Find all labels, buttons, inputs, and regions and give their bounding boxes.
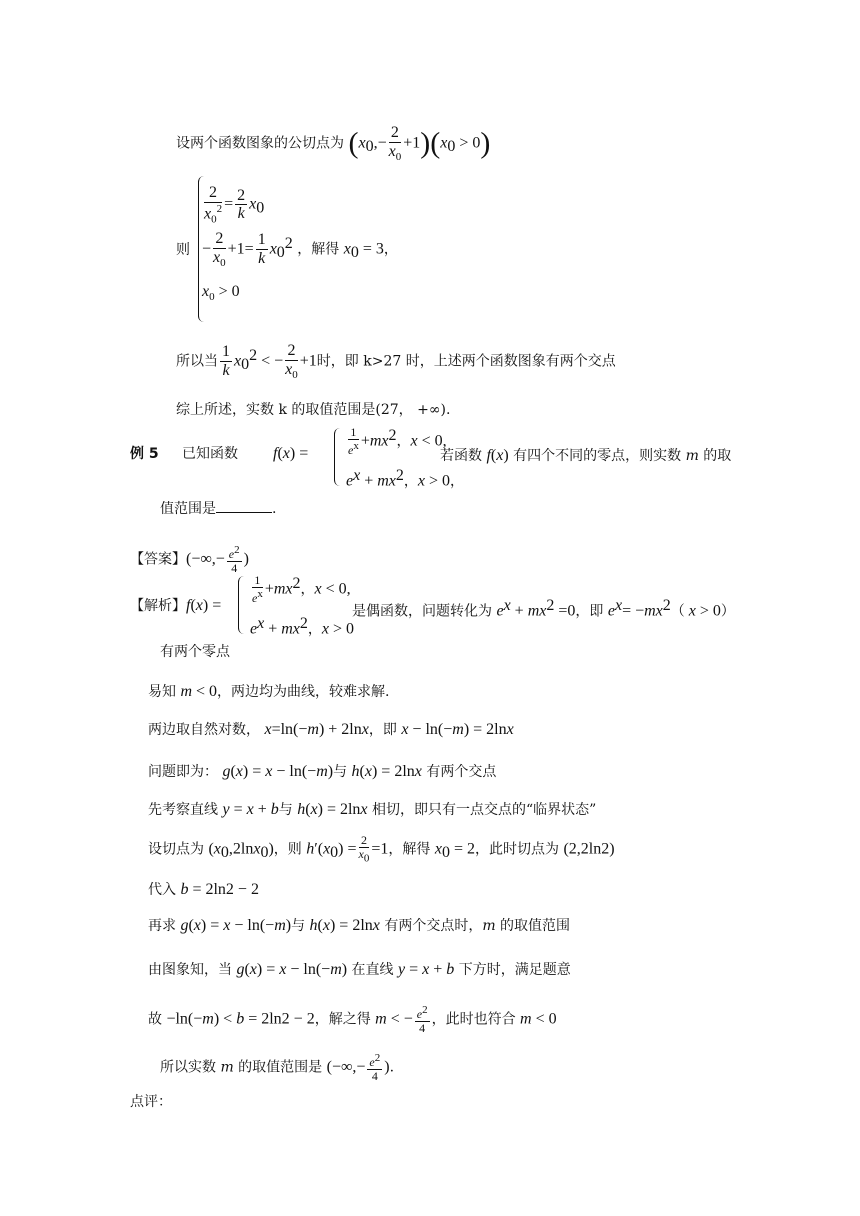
text: ，此时切点为 [474, 841, 564, 858]
text: 在直线 [347, 962, 398, 978]
answer-blank [216, 500, 272, 513]
text: 若函数 [440, 448, 487, 464]
piece-2: $e^x + mx^2$，x > 0， [346, 467, 465, 490]
text: 由图象知，当 [148, 962, 237, 978]
analysis-text-4: 两边取自然对数， x=ln(−m) + 2lnx，即 x − ln(−m) = 2lnx [148, 721, 514, 738]
text: 问题即为： [148, 764, 223, 780]
analysis-label: 【解析】 [130, 598, 186, 614]
text: 有两个交点时， [379, 918, 483, 934]
text: 相切，即只有一点交点的“临界状态” [367, 802, 597, 818]
text: 的取 [698, 448, 732, 464]
answer-line: 【答案】(−∞,− $\frac{e^2}{4}$ ) [130, 544, 249, 576]
analysis-text-2: 有两个零点 [160, 644, 230, 660]
analysis-text-6: 先考察直线 y = x + b与 h(x) = 2lnx 相切，即只有一点交点的“临界状态” [148, 801, 597, 818]
analysis-text-1: 是偶函数，问题转化为 $e^x + mx^2 =0$，即 $e^x= -mx^2$（ x > 0） [352, 597, 735, 620]
analysis-text-5: 问题即为： g(x) = x − ln(−m)与 h(x) = 2lnx 有两个交点 [148, 763, 497, 780]
piece-3: $\frac{1}{e^x}$ $+mx^2$，x < 0, [252, 573, 351, 606]
analysis-text-3: 易知 m < 0，两边均为曲线，较难求解. [148, 683, 390, 700]
summary-line: 综上所述，实数 k 的取值范围是(27， +∞). [176, 402, 451, 418]
analysis-text-9: 再求 g(x) = x − ln(−m)与 h(x) = 2lnx 有两个交点时，m 的取值范围 [148, 917, 571, 934]
analysis-text-7: 设切点为 $(x_0,2\ln x_0)$，则 $h'(x_0)$ = $\frac{2}{x_0}$ =1，解得 $x_0 = 2$，此时切点为 (2,2ln2) [148, 833, 615, 865]
text: 易知 [148, 684, 181, 700]
analysis-label-line: 【解析】f(x) = [130, 597, 222, 614]
text: 设切点为 [148, 841, 209, 858]
example-intro: 已知函数 [182, 446, 238, 462]
range-blank-line: 值范围是 . [160, 501, 277, 517]
text: 的取值范围 [495, 918, 571, 934]
comment-label: 点评： [130, 1094, 172, 1110]
analysis-text-8: 代入 b = 2ln2 − 2 [148, 881, 259, 898]
function-def: f(x) = [273, 445, 309, 462]
eq-1: $\frac{2}{x_0^2}$ = $\frac{2}{k}$ $x_0$ [204, 184, 265, 226]
text: 有四个不同的零点，则实数 [508, 448, 686, 464]
eq-2: − $\frac{2}{x_0}$ +1= $\frac{1}{k}$ $x_0^2$ ，解得 $x_0 = 3$， [202, 230, 398, 269]
text: ，解得 [297, 241, 344, 258]
text: 所以当 [176, 353, 218, 370]
text: ，此时也符合 [431, 1011, 521, 1028]
example-label [130, 446, 159, 463]
piece-4: $e^x + mx^2$，x > 0 [250, 615, 355, 638]
text: 设两个函数图象的公切点为 [176, 135, 344, 152]
text: 是偶函数，问题转化为 [352, 603, 497, 620]
text: 代入 [148, 882, 181, 898]
text: 再求 [148, 918, 181, 934]
text: 两边取自然对数， [148, 722, 265, 738]
text: ，解之得 [314, 1011, 376, 1028]
text: 所以实数 [160, 1059, 221, 1076]
eq-3: $x_0 > 0$ [202, 283, 240, 304]
condition-line: 所以当 $\frac{1}{k}$ $x_0^2$ < − $\frac{2}{x_0}$ +1时，即 k>27 时，上述两个函数图象有两个交点 [176, 342, 616, 381]
piece-1: $\frac{1}{e^x}$ $+mx^2$，x < 0, [348, 425, 447, 458]
example-number: 例 5 [130, 446, 159, 462]
tangent-point-line: 设两个函数图象的公切点为 ($x_0,-$ $\frac{2}{x_0}$ $+1)(x_0 > 0)$ [176, 124, 491, 163]
text: 下方时，满足题意 [454, 962, 571, 978]
answer-label: 【答案】 [130, 551, 186, 568]
text: 有两个交点 [421, 764, 497, 780]
text: 先考察直线 [148, 802, 223, 818]
text: 值范围是 [160, 501, 216, 517]
text: 的取值范围是 [233, 1059, 327, 1076]
analysis-conclusion: 所以实数 m 的取值范围是 (−∞,− $\frac{e^2}{4}$ ). [160, 1052, 395, 1084]
piecewise-brace [334, 428, 343, 486]
text: ，两边均为曲线，较难求解. [217, 684, 390, 700]
piecewise-brace-2 [238, 576, 247, 634]
example-question: 若函数 f(x) 有四个不同的零点，则实数 m 的取 [440, 447, 732, 464]
text: 故 [148, 1011, 167, 1028]
analysis-text-11: 故 −ln(−m) < b = 2ln2 − 2，解之得 m < − $\frac{e^2}{4}$ ，此时也符合 m < 0 [148, 1004, 557, 1036]
then-label: 则 [176, 242, 190, 258]
analysis-text-10: 由图象知，当 g(x) = x − ln(−m) 在直线 y = x + b 下方时，满足题意 [148, 961, 571, 978]
text: 时，即 k>27 时，上述两个函数图象有两个交点 [316, 353, 616, 370]
